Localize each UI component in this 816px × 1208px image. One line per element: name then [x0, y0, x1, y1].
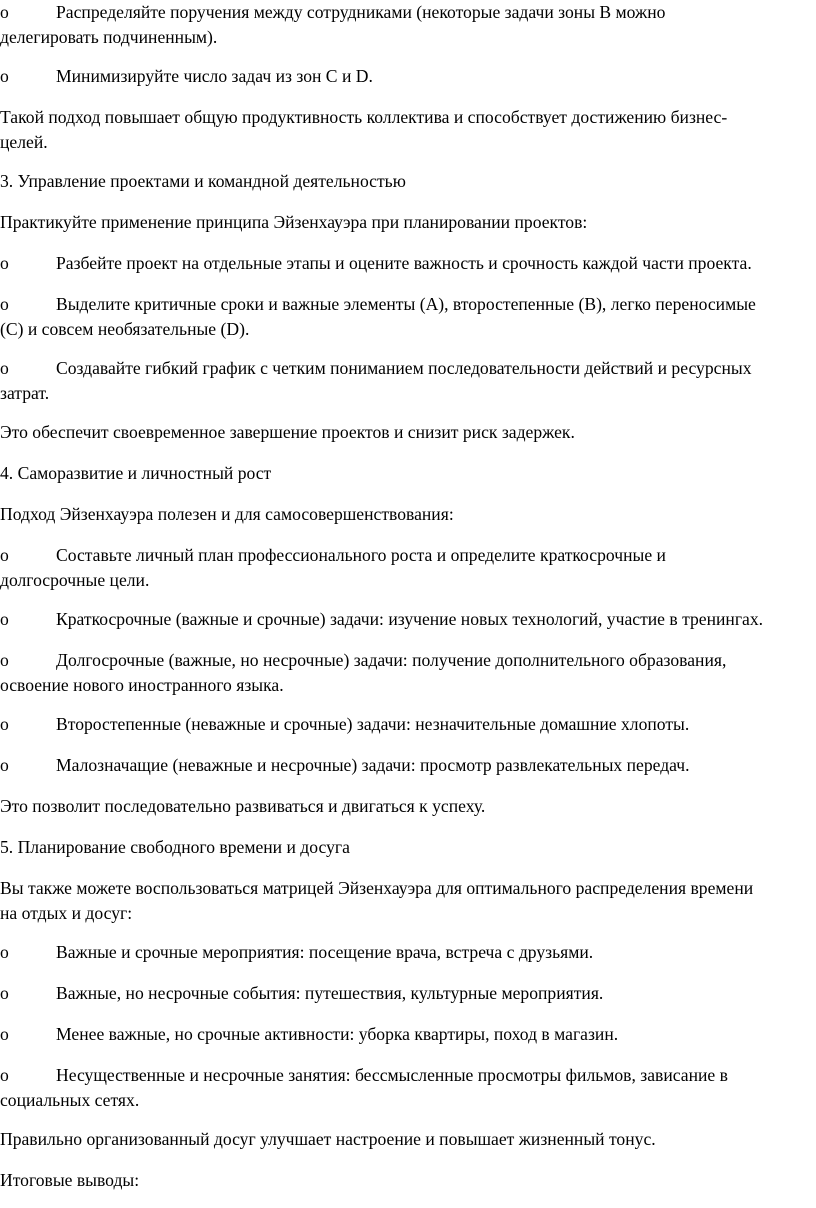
list-item [0, 64, 804, 89]
list-item-text: Второстепенные (неважные и срочные) задачи: незначительные домашние хлопоты. [56, 714, 690, 734]
list-item-text: Малозначащие (неважные и несрочные) задачи: просмотр развлекательных передач. [56, 755, 690, 775]
list-item-text: Долгосрочные (важные, но несрочные) задачи: получение дополнительного образования, [56, 650, 727, 670]
list-item-text: Минимизируйте число задач из зон C и D. [56, 66, 373, 86]
paragraph-continuation: на отдых и досуг: [0, 903, 133, 923]
list-item-continuation: делегировать подчиненным). [0, 27, 218, 47]
list-item-text: Создавайте гибкий график с четким пониманием последовательности действий и ресурсных [56, 358, 752, 378]
paragraph-text: Итоговые выводы: [0, 1170, 140, 1190]
bullet-marker: o [0, 1024, 9, 1044]
bullet-marker: o [0, 358, 9, 378]
paragraph [0, 502, 804, 527]
bullet-marker: o [0, 755, 9, 775]
section-heading-text: 3. Управление проектами и командной деятельностью [0, 171, 406, 191]
list-item-text: Важные и срочные мероприятия: посещение врача, встреча с друзьями. [56, 942, 594, 962]
list-item [0, 940, 804, 965]
list-item-continuation: (C) и совсем необязательные (D). [0, 319, 250, 339]
list-item-text: Несущественные и несрочные занятия: бессмысленные просмотры фильмов, зависание в [56, 1065, 728, 1085]
bullet-marker: o [0, 2, 9, 22]
list-item [0, 356, 804, 406]
bullet-marker: o [0, 983, 9, 1003]
paragraph [0, 105, 804, 155]
bullet-marker: o [0, 294, 9, 314]
bullet-marker: o [0, 609, 9, 629]
list-item [0, 251, 804, 276]
list-item-text: Распределяйте поручения между сотрудниками (некоторые задачи зоны B можно [56, 2, 666, 22]
section-heading [0, 835, 804, 860]
paragraph-text: Подход Эйзенхауэра полезен и для самосовершенствования: [0, 504, 454, 524]
list-item [0, 1022, 804, 1047]
list-item [0, 981, 804, 1006]
list-item [0, 753, 804, 778]
section-heading [0, 461, 804, 486]
bullet-marker: o [0, 714, 9, 734]
section-heading-text: 5. Планирование свободного времени и досуга [0, 837, 350, 857]
paragraph [0, 1168, 804, 1193]
paragraph-text: Это обеспечит своевременное завершение проектов и снизит риск задержек. [0, 422, 575, 442]
list-item-text: Краткосрочные (важные и срочные) задачи: изучение новых технологий, участие в тренингах. [56, 609, 764, 629]
list-item-continuation: затрат. [0, 383, 50, 403]
bullet-marker: o [0, 253, 9, 273]
bullet-marker: o [0, 942, 9, 962]
list-item [0, 543, 804, 593]
paragraph-continuation: целей. [0, 132, 48, 152]
section-heading [0, 169, 804, 194]
paragraph-text: Вы также можете воспользоваться матрицей Эйзенхауэра для оптимального распределения времени [0, 878, 754, 898]
paragraph-text: Это позволит последовательно развиваться и двигаться к успеху. [0, 796, 486, 816]
list-item-continuation: долгосрочные цели. [0, 570, 150, 590]
paragraph [0, 210, 804, 235]
bullet-marker: o [0, 650, 9, 670]
list-item [0, 607, 804, 632]
list-item-text: Важные, но несрочные события: путешествия, культурные мероприятия. [56, 983, 604, 1003]
bullet-marker: o [0, 1065, 9, 1085]
list-item-text: Разбейте проект на отдельные этапы и оцените важность и срочность каждой части проекта. [56, 253, 752, 273]
paragraph-text: Такой подход повышает общую продуктивность коллектива и способствует достижению бизнес- [0, 107, 728, 127]
list-item-text: Менее важные, но срочные активности: уборка квартиры, поход в магазин. [56, 1024, 619, 1044]
paragraph [0, 1127, 804, 1152]
list-item [0, 1063, 804, 1113]
list-item-continuation: освоение нового иностранного языка. [0, 675, 284, 695]
list-item [0, 292, 804, 342]
paragraph-text: Правильно организованный досуг улучшает настроение и повышает жизненный тонус. [0, 1129, 656, 1149]
list-item [0, 648, 804, 698]
list-item [0, 0, 804, 50]
paragraph [0, 794, 804, 819]
paragraph-text: Практикуйте применение принципа Эйзенхауэра при планировании проектов: [0, 212, 588, 232]
list-item-text: Составьте личный план профессионального роста и определите краткосрочные и [56, 545, 666, 565]
section-heading-text: 4. Саморазвитие и личностный рост [0, 463, 272, 483]
list-item [0, 712, 804, 737]
list-item-continuation: социальных сетях. [0, 1090, 140, 1110]
paragraph [0, 876, 804, 926]
bullet-marker: o [0, 545, 9, 565]
paragraph [0, 420, 804, 445]
bullet-marker: o [0, 66, 9, 86]
list-item-text: Выделите критичные сроки и важные элементы (A), второстепенные (B), легко переносимые [56, 294, 756, 314]
